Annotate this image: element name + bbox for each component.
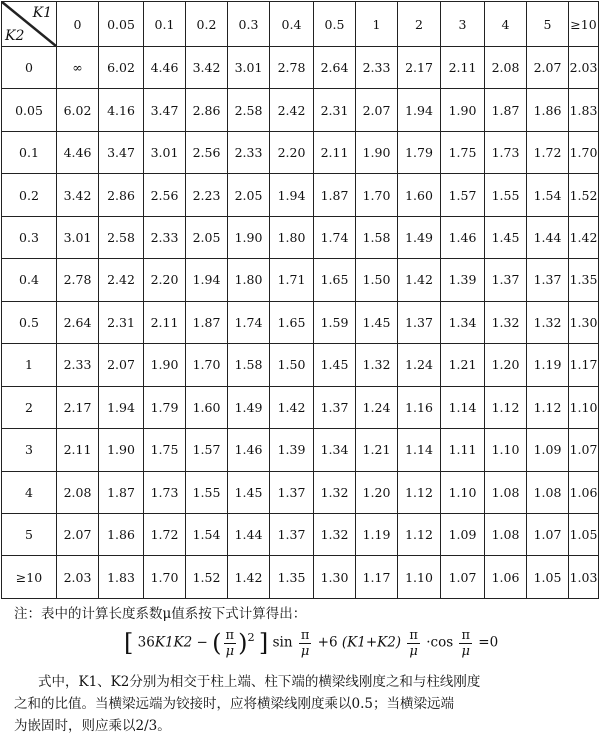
paren-open: (	[212, 629, 222, 657]
table-cell: 1.08	[485, 471, 527, 513]
table-cell: 1.94	[186, 259, 228, 301]
table-cell: 1.32	[314, 471, 356, 513]
table-cell: 1.10	[569, 386, 599, 428]
table-row	[2, 556, 599, 599]
table-cell: 2.17	[57, 386, 99, 428]
column-header: 0.5	[314, 2, 356, 47]
table-cell: 1.06	[569, 471, 599, 513]
note-line: 式中，K1、K2分别为相交于柱上端、柱下端的横梁线刚度之和与柱线刚度	[38, 674, 481, 690]
formula-k1: K1	[154, 634, 174, 651]
table-cell: ∞	[57, 47, 99, 89]
row-header: 2	[2, 386, 57, 428]
table-cell: 1.39	[270, 429, 314, 471]
column-header: 2	[398, 2, 441, 47]
column-header: 1	[356, 2, 398, 47]
table-cell: 2.07	[57, 513, 99, 555]
table-cell: 1.87	[485, 89, 527, 131]
table-cell: 1.74	[228, 301, 270, 343]
table-cell: 1.10	[441, 471, 485, 513]
table-cell: 2.05	[228, 174, 270, 216]
table-cell: 1.83	[569, 89, 599, 131]
table-cell: 2.11	[57, 429, 99, 471]
table-cell: 1.44	[527, 216, 569, 258]
row-header: 3	[2, 429, 57, 471]
table-cell: 1.09	[441, 513, 485, 555]
table-cell: 3.01	[57, 216, 99, 258]
table-cell: 1.08	[527, 471, 569, 513]
row-header: 0	[2, 47, 57, 89]
table-cell: 1.45	[485, 216, 527, 258]
formula-k2: K2	[173, 634, 193, 651]
table-cell: 1.39	[441, 259, 485, 301]
table-cell: 1.03	[569, 556, 599, 599]
table-cell: 2.33	[144, 216, 186, 258]
table-cell: 1.17	[356, 556, 398, 599]
table-row	[2, 429, 599, 471]
table-cell: 1.52	[569, 174, 599, 216]
table-cell: 6.02	[99, 47, 144, 89]
table-cell: 1.21	[441, 344, 485, 386]
table-cell: 2.42	[99, 259, 144, 301]
table-cell: 1.90	[441, 89, 485, 131]
table-cell: 3.42	[57, 174, 99, 216]
note-explanation	[14, 671, 592, 737]
column-header: 4	[485, 2, 527, 47]
table-cell: 1.21	[356, 429, 398, 471]
table-cell: 1.45	[314, 344, 356, 386]
table-cell: 1.60	[398, 174, 441, 216]
table-cell: 2.11	[144, 301, 186, 343]
table-cell: 2.33	[228, 131, 270, 173]
table-cell: 4.46	[57, 131, 99, 173]
table-row	[2, 259, 599, 301]
corner-label-k1: K1	[32, 5, 52, 21]
table-cell: 1.73	[485, 131, 527, 173]
table-cell: 1.45	[356, 301, 398, 343]
table-cell: 1.55	[186, 471, 228, 513]
table-cell: 2.78	[57, 259, 99, 301]
table-cell: 6.02	[57, 89, 99, 131]
table-cell: 1.17	[569, 344, 599, 386]
table-cell: 1.12	[398, 513, 441, 555]
table-cell: 1.79	[144, 386, 186, 428]
row-header: 0.1	[2, 131, 57, 173]
table-cell: 2.03	[569, 47, 599, 89]
table-cell: 1.19	[527, 344, 569, 386]
table-cell: 1.94	[270, 174, 314, 216]
table-cell: 1.54	[527, 174, 569, 216]
table-cell: 1.16	[398, 386, 441, 428]
table-cell: 2.56	[144, 174, 186, 216]
table-cell: 1.08	[485, 513, 527, 555]
column-header: 0.05	[99, 2, 144, 47]
column-header: ≥10	[569, 2, 599, 47]
table-cell: 2.07	[356, 89, 398, 131]
table-cell: 1.50	[270, 344, 314, 386]
table-cell: 1.79	[398, 131, 441, 173]
table-cell: 1.65	[314, 259, 356, 301]
table-cell: 1.37	[527, 259, 569, 301]
table-cell: 1.86	[99, 513, 144, 555]
table-cell: 1.05	[527, 556, 569, 599]
table-cell: 1.90	[144, 344, 186, 386]
table-cell: 1.19	[356, 513, 398, 555]
table-cell: 1.12	[527, 386, 569, 428]
table-cell: 2.20	[270, 131, 314, 173]
column-header: 5	[527, 2, 569, 47]
table-cell: 1.32	[485, 301, 527, 343]
table-cell: 2.23	[186, 174, 228, 216]
column-header: 3	[441, 2, 485, 47]
table-cell: 1.74	[314, 216, 356, 258]
table-cell: 1.46	[441, 216, 485, 258]
row-header: ≥10	[2, 556, 57, 599]
table-cell: 1.37	[270, 471, 314, 513]
formula-minus: −	[196, 634, 208, 651]
table-body	[2, 2, 599, 599]
table-cell: 1.87	[314, 174, 356, 216]
fraction-pi-mu	[459, 628, 472, 659]
row-header: 0.3	[2, 216, 57, 258]
bracket-open: [	[124, 629, 134, 657]
table-cell: 1.14	[398, 429, 441, 471]
frac-num: π	[461, 627, 470, 643]
table-cell: 1.30	[314, 556, 356, 599]
table-cell: 1.57	[186, 429, 228, 471]
frac-den: μ	[300, 643, 310, 659]
table-row	[2, 386, 599, 428]
table-cell: 1.32	[356, 344, 398, 386]
note-intro: 注：表中的计算长度系数μ值系按下式计算得出：	[14, 606, 307, 622]
table-cell: 1.58	[356, 216, 398, 258]
table-cell: 1.94	[398, 89, 441, 131]
table-cell: 1.07	[569, 429, 599, 471]
table-cell: 3.47	[144, 89, 186, 131]
table-cell: 1.87	[99, 471, 144, 513]
table-cell: 1.90	[228, 216, 270, 258]
table-row	[2, 131, 599, 173]
frac-den: μ	[461, 643, 470, 659]
table-cell: 1.10	[398, 556, 441, 599]
formula-coef: 36	[137, 634, 155, 651]
column-header: 0.3	[228, 2, 270, 47]
table-row	[2, 47, 599, 89]
table-cell: 1.59	[314, 301, 356, 343]
table-cell: 2.64	[57, 301, 99, 343]
table-cell: 1.49	[398, 216, 441, 258]
table-cell: 1.90	[99, 429, 144, 471]
note-line: 为嵌固时，则应乘以2/3。	[14, 718, 171, 734]
column-header: 0	[57, 2, 99, 47]
formula-equals: =0	[478, 634, 499, 651]
table-cell: 1.75	[144, 429, 186, 471]
formula-plus6: +6	[317, 634, 338, 651]
row-header: 5	[2, 513, 57, 555]
corner-cell	[2, 2, 57, 47]
note-line: 之和的比值。当横梁远端为铰接时，应将横梁线刚度乘以0.5；当横梁远端	[14, 696, 454, 712]
table-cell: 1.72	[144, 513, 186, 555]
table-cell: 1.87	[186, 301, 228, 343]
table-cell: 1.90	[356, 131, 398, 173]
table-cell: 1.70	[356, 174, 398, 216]
formula	[124, 627, 574, 667]
table-cell: 1.34	[441, 301, 485, 343]
table-cell: 1.86	[527, 89, 569, 131]
table-cell: 1.20	[356, 471, 398, 513]
table-cell: 2.11	[441, 47, 485, 89]
table-cell: 2.07	[527, 47, 569, 89]
table-cell: 1.24	[356, 386, 398, 428]
table-cell: 3.42	[186, 47, 228, 89]
fraction-pi-mu	[407, 628, 420, 659]
table-cell: 1.44	[228, 513, 270, 555]
table-cell: 1.37	[485, 259, 527, 301]
table-row	[2, 471, 599, 513]
table-cell: 1.42	[398, 259, 441, 301]
table-cell: 2.86	[186, 89, 228, 131]
table-cell: 2.31	[314, 89, 356, 131]
table-row	[2, 216, 599, 258]
table-cell: 4.46	[144, 47, 186, 89]
table-cell: 1.32	[527, 301, 569, 343]
table-cell: 2.08	[485, 47, 527, 89]
table-cell: 2.11	[314, 131, 356, 173]
table-cell: 2.56	[186, 131, 228, 173]
table-cell: 1.75	[441, 131, 485, 173]
formula-sin: sin	[272, 634, 293, 651]
formula-cos: ·cos	[426, 634, 454, 651]
table-row	[2, 89, 599, 131]
row-header: 0.5	[2, 301, 57, 343]
table-cell: 2.07	[99, 344, 144, 386]
column-header: 0.4	[270, 2, 314, 47]
table-cell: 1.42	[270, 386, 314, 428]
frac-num: π	[409, 627, 418, 643]
table-cell: 1.37	[314, 386, 356, 428]
table-row	[2, 344, 599, 386]
paren-close: )	[238, 629, 248, 657]
table-cell: 1.49	[228, 386, 270, 428]
table-cell: 2.86	[99, 174, 144, 216]
coefficient-table	[1, 1, 599, 599]
table-cell: 2.20	[144, 259, 186, 301]
table-cell: 1.46	[228, 429, 270, 471]
fraction-pi-mu	[224, 628, 237, 659]
table-cell: 1.32	[314, 513, 356, 555]
table-cell: 1.80	[270, 216, 314, 258]
table-cell: 1.45	[228, 471, 270, 513]
table-cell: 1.20	[485, 344, 527, 386]
table-cell: 1.70	[144, 556, 186, 599]
table-cell: 2.33	[356, 47, 398, 89]
table-cell: 1.54	[186, 513, 228, 555]
table-cell: 1.37	[398, 301, 441, 343]
table-cell: 1.05	[569, 513, 599, 555]
frac-den: μ	[225, 643, 235, 659]
frac-num: π	[300, 627, 310, 643]
table-cell: 1.34	[314, 429, 356, 471]
table-cell: 2.58	[228, 89, 270, 131]
table-cell: 1.73	[144, 471, 186, 513]
table-cell: 1.30	[569, 301, 599, 343]
table-cell: 1.57	[441, 174, 485, 216]
table-cell: 2.78	[270, 47, 314, 89]
table-cell: 1.07	[441, 556, 485, 599]
table-cell: 1.10	[485, 429, 527, 471]
table-cell: 1.12	[398, 471, 441, 513]
table-cell: 3.47	[99, 131, 144, 173]
table-cell: 2.05	[186, 216, 228, 258]
table-cell: 1.37	[270, 513, 314, 555]
table-cell: 2.08	[57, 471, 99, 513]
table-cell: 1.11	[441, 429, 485, 471]
table-cell: 1.35	[569, 259, 599, 301]
column-header: 0.1	[144, 2, 186, 47]
table-cell: 2.17	[398, 47, 441, 89]
table-cell: 1.52	[186, 556, 228, 599]
frac-den: μ	[409, 643, 418, 659]
table-cell: 1.94	[99, 386, 144, 428]
row-header: 4	[2, 471, 57, 513]
column-header: 0.2	[186, 2, 228, 47]
table-cell: 1.70	[186, 344, 228, 386]
table-row	[2, 174, 599, 216]
fraction-pi-mu	[299, 628, 312, 659]
table-row	[2, 513, 599, 555]
row-header: 0.2	[2, 174, 57, 216]
table-cell: 1.42	[228, 556, 270, 599]
table-cell: 1.65	[270, 301, 314, 343]
table-cell: 1.42	[569, 216, 599, 258]
table-cell: 1.07	[527, 513, 569, 555]
row-header: 0.05	[2, 89, 57, 131]
table-cell: 2.58	[99, 216, 144, 258]
table-cell: 1.58	[228, 344, 270, 386]
table-cell: 4.16	[99, 89, 144, 131]
table-cell: 1.09	[527, 429, 569, 471]
table-cell: 1.12	[485, 386, 527, 428]
table-cell: 3.01	[144, 131, 186, 173]
table-row	[2, 301, 599, 343]
table-cell: 2.64	[314, 47, 356, 89]
table-cell: 2.03	[57, 556, 99, 599]
formula-sum: (K1+K2)	[341, 634, 402, 651]
table-cell: 1.55	[485, 174, 527, 216]
table-cell: 1.06	[485, 556, 527, 599]
table-cell: 2.42	[270, 89, 314, 131]
table-cell: 1.50	[356, 259, 398, 301]
row-header: 1	[2, 344, 57, 386]
table-cell: 1.24	[398, 344, 441, 386]
table-cell: 1.80	[228, 259, 270, 301]
table-cell: 2.31	[99, 301, 144, 343]
corner-label-k2: K2	[5, 28, 25, 44]
formula-exponent: 2	[247, 631, 255, 644]
table-cell: 1.70	[569, 131, 599, 173]
table-cell: 1.72	[527, 131, 569, 173]
bracket-close: ]	[258, 629, 269, 657]
table-cell: 1.60	[186, 386, 228, 428]
header-row	[2, 2, 599, 47]
table-cell: 1.83	[99, 556, 144, 599]
table-cell: 1.35	[270, 556, 314, 599]
table-cell: 3.01	[228, 47, 270, 89]
table-cell: 1.71	[270, 259, 314, 301]
table-cell: 1.14	[441, 386, 485, 428]
frac-num: π	[225, 627, 235, 643]
table-cell: 2.33	[57, 344, 99, 386]
row-header: 0.4	[2, 259, 57, 301]
